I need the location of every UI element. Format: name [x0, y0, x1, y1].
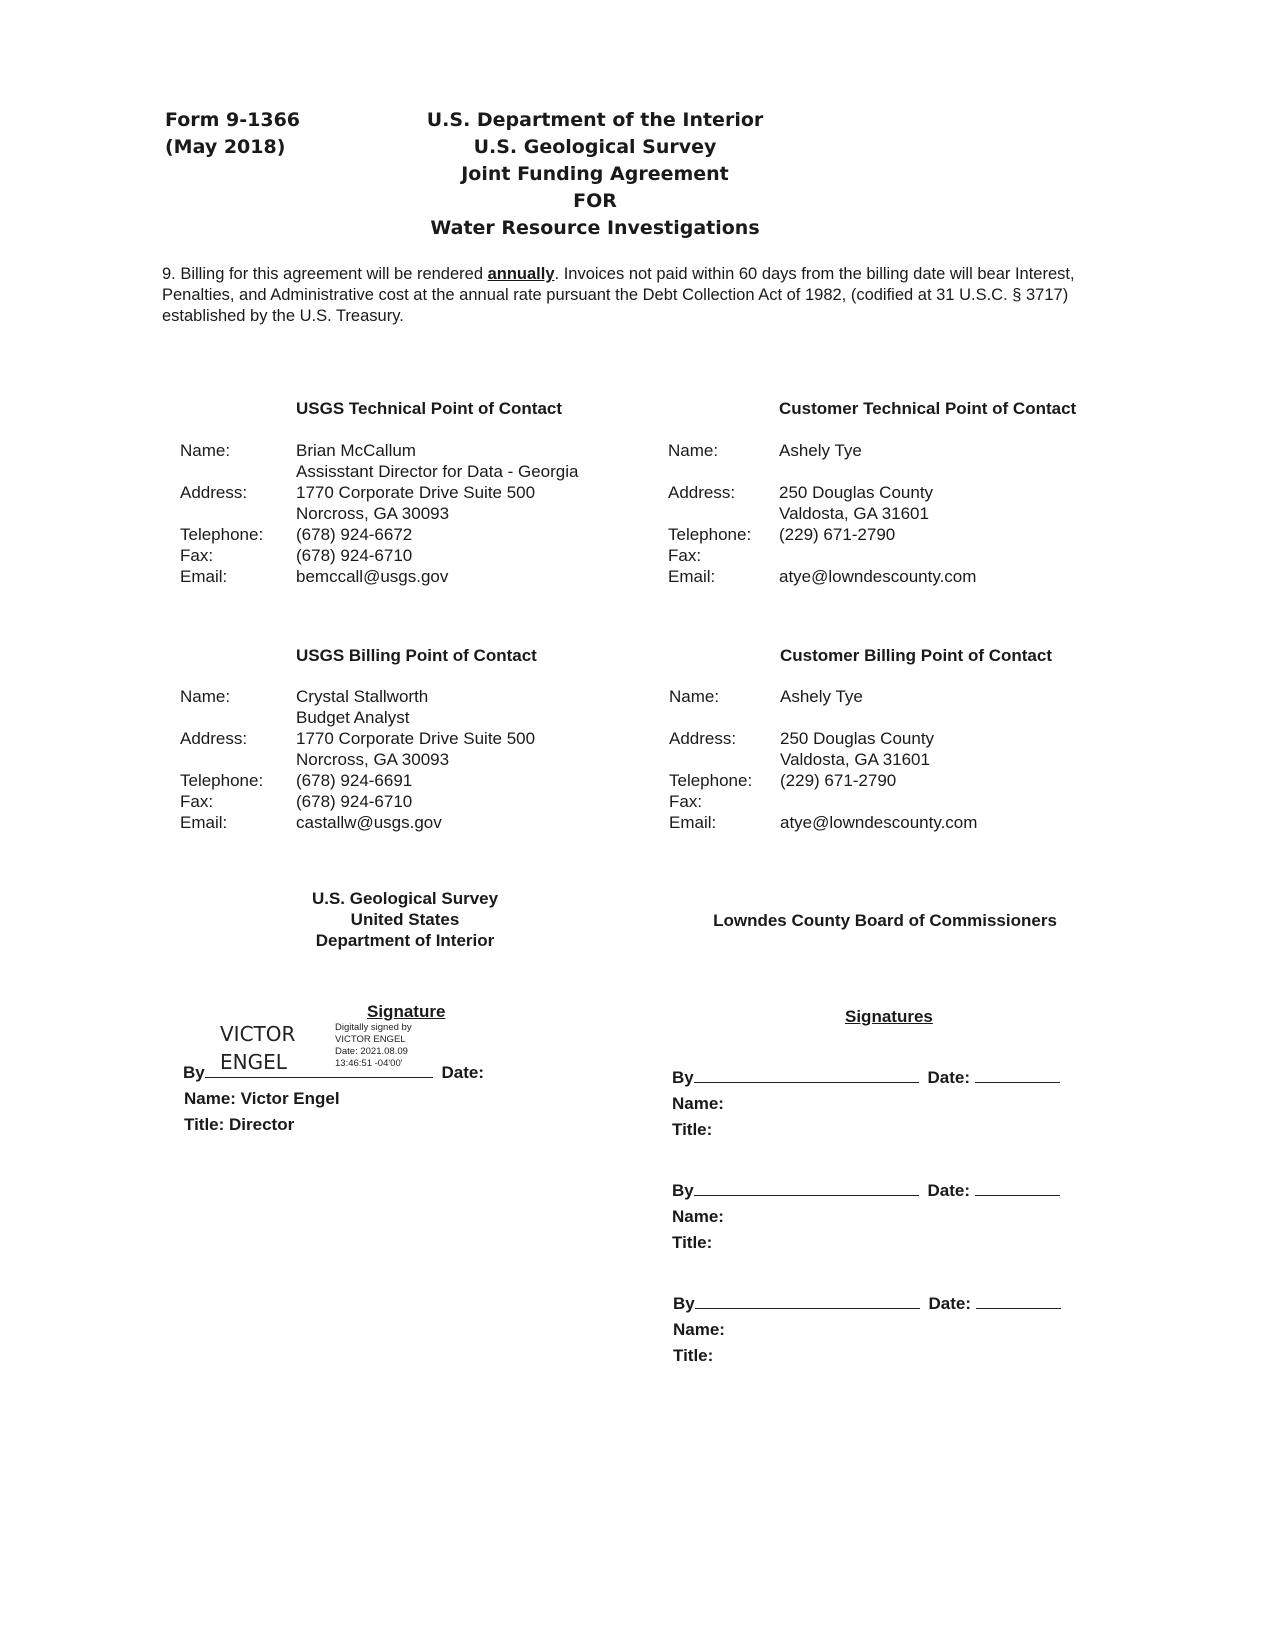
digital-line-1: Digitally signed by	[335, 1022, 412, 1033]
usgs-signer-title: Title: Director	[184, 1115, 295, 1134]
label-email: Email:	[180, 567, 228, 586]
usgs-billing-title: USGS Billing Point of Contact	[296, 646, 537, 665]
date-field[interactable]	[975, 1082, 1060, 1083]
label-telephone: Telephone:	[668, 525, 752, 544]
header-subtitle: Water Resource Investigations	[430, 217, 760, 239]
county-signature-1	[672, 1068, 1060, 1140]
header-agency: U.S. Geological Survey	[473, 136, 717, 158]
name-label: Name:	[672, 1094, 724, 1113]
usgs-billing-name: Crystal Stallworth	[296, 687, 429, 706]
usgs-signer-name: Name: Victor Engel	[184, 1089, 340, 1108]
digital-line-3: Date: 2021.08.09	[335, 1046, 408, 1057]
date-label: Date:	[927, 1068, 970, 1087]
usgs-signature-line	[183, 1063, 484, 1083]
customer-billing-address2: Valdosta, GA 31601	[780, 750, 930, 769]
customer-billing-name: Ashely Tye	[780, 687, 863, 706]
usgs-billing-address1: 1770 Corporate Drive Suite 500	[296, 729, 536, 748]
name-label: Name:	[673, 1320, 725, 1339]
date-label: Date:	[441, 1063, 484, 1082]
usgs-org-line1: U.S. Geological Survey	[311, 889, 499, 908]
by-label: By	[672, 1181, 694, 1200]
usgs-org-block	[270, 888, 540, 951]
date-label: Date:	[927, 1181, 970, 1200]
county-signatures-heading: Signatures	[845, 1007, 933, 1026]
customer-tech-contact	[668, 440, 1108, 590]
usgs-tech-title: USGS Technical Point of Contact	[296, 399, 563, 418]
signer-first: VICTOR	[220, 1022, 296, 1046]
usgs-org-line3: Department of Interior	[315, 931, 495, 950]
header-dept: U.S. Department of the Interior	[426, 109, 764, 131]
label-address: Address:	[180, 729, 248, 748]
customer-billing-telephone: (229) 671-2790	[780, 771, 897, 790]
county-org: Lowndes County Board of Commissioners	[713, 911, 1057, 930]
by-label: By	[183, 1063, 205, 1082]
label-fax: Fax:	[180, 546, 214, 565]
paragraph-emphasis: annually	[487, 265, 555, 283]
usgs-tech-address2: Norcross, GA 30093	[296, 504, 450, 523]
title-label: Title:	[672, 1120, 713, 1139]
usgs-billing-contact	[180, 686, 640, 836]
label-name: Name:	[180, 441, 231, 460]
signer-last: ENGEL	[220, 1050, 287, 1074]
label-telephone: Telephone:	[180, 771, 264, 790]
usgs-billing-address2: Norcross, GA 30093	[296, 750, 450, 769]
customer-tech-name: Ashely Tye	[779, 441, 862, 460]
label-fax: Fax:	[668, 546, 702, 565]
customer-billing-title: Customer Billing Point of Contact	[780, 646, 1052, 665]
name-label: Name:	[672, 1207, 724, 1226]
customer-billing-email: atye@lowndescounty.com	[780, 813, 978, 832]
title-label: Title:	[673, 1346, 714, 1365]
label-name: Name:	[668, 441, 719, 460]
customer-tech-email: atye@lowndescounty.com	[779, 567, 977, 586]
usgs-billing-email: castallw@usgs.gov	[296, 813, 442, 832]
date-field[interactable]	[976, 1308, 1061, 1309]
label-email: Email:	[180, 813, 228, 832]
usgs-billing-fax: (678) 924-6710	[296, 792, 413, 811]
by-label: By	[673, 1294, 695, 1313]
usgs-tech-name: Brian McCallum	[296, 441, 416, 460]
usgs-tech-fax: (678) 924-6710	[296, 546, 413, 565]
label-email: Email:	[669, 813, 717, 832]
signature-field[interactable]	[205, 1077, 433, 1078]
usgs-tech-contact	[180, 440, 640, 590]
label-address: Address:	[180, 483, 248, 502]
label-fax: Fax:	[180, 792, 214, 811]
date-label: Date:	[928, 1294, 971, 1313]
usgs-billing-role: Budget Analyst	[296, 708, 410, 727]
label-address: Address:	[669, 729, 737, 748]
usgs-tech-role: Assisstant Director for Data - Georgia	[296, 462, 579, 481]
digital-line-4: 13:46:51 -04'00'	[335, 1058, 403, 1069]
usgs-tech-email: bemccall@usgs.gov	[296, 567, 449, 586]
signature-field[interactable]	[694, 1082, 919, 1083]
by-label: By	[672, 1068, 694, 1087]
usgs-signature-heading: Signature	[367, 1002, 446, 1021]
customer-tech-telephone: (229) 671-2790	[779, 525, 896, 544]
usgs-tech-telephone: (678) 924-6672	[296, 525, 413, 544]
county-signature-2	[672, 1181, 1060, 1253]
form-number: Form 9-1366	[165, 109, 301, 131]
paragraph-prefix: 9. Billing for this agreement will be rendered	[162, 265, 488, 283]
signature-field[interactable]	[694, 1195, 919, 1196]
title-label: Title:	[672, 1233, 713, 1252]
billing-paragraph	[162, 264, 1102, 327]
header-for: FOR	[573, 190, 617, 212]
document-header	[395, 107, 795, 242]
usgs-billing-telephone: (678) 924-6691	[296, 771, 413, 790]
form-info	[165, 107, 300, 161]
customer-tech-address2: Valdosta, GA 31601	[779, 504, 929, 523]
customer-billing-contact	[669, 686, 1109, 836]
usgs-org-line2: United States	[350, 910, 460, 929]
date-field[interactable]	[975, 1195, 1060, 1196]
customer-tech-title: Customer Technical Point of Contact	[779, 399, 1077, 418]
customer-billing-address1: 250 Douglas County	[780, 729, 935, 748]
paragraph-suffix: . Invoices not paid within 60 days from the billing date will bear Interest, Penalties, and Administrative cost at the annual rate pursuant the Debt Collection Act of 1982, (codified at 31 U.S.C. § 3717) established by the U.S. Treasury.	[162, 265, 1075, 325]
customer-tech-address1: 250 Douglas County	[779, 483, 934, 502]
label-telephone: Telephone:	[180, 525, 264, 544]
county-signature-3	[673, 1294, 1061, 1366]
label-name: Name:	[669, 687, 720, 706]
label-address: Address:	[668, 483, 736, 502]
label-email: Email:	[668, 567, 716, 586]
signature-field[interactable]	[695, 1308, 920, 1309]
digital-line-2: VICTOR ENGEL	[335, 1034, 406, 1045]
label-name: Name:	[180, 687, 231, 706]
header-title: Joint Funding Agreement	[461, 163, 729, 185]
label-telephone: Telephone:	[669, 771, 753, 790]
usgs-tech-address1: 1770 Corporate Drive Suite 500	[296, 483, 536, 502]
label-fax: Fax:	[669, 792, 703, 811]
form-date: (May 2018)	[165, 136, 286, 158]
